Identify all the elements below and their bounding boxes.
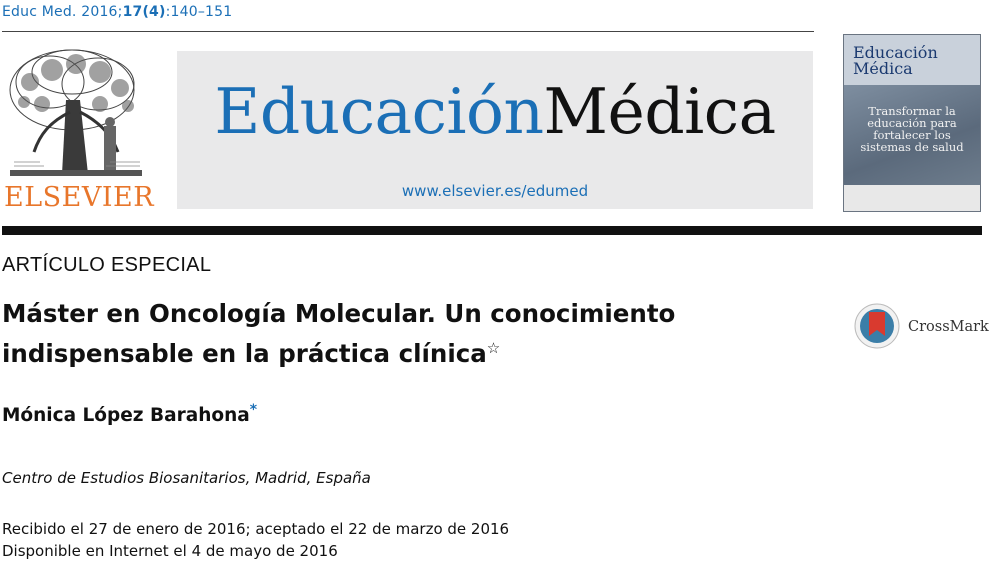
article-dates (2, 518, 509, 562)
author-name[interactable]: Mónica López Barahona (2, 405, 250, 427)
citation-volume-issue: 17(4) (122, 4, 166, 20)
cover-headline: Transformar la educación para fortalecer los sistemas de salud (860, 104, 964, 154)
cover-title-line1: Educación (853, 43, 938, 62)
crossmark-label: CrossMark (908, 319, 989, 335)
citation-pages: :140–151 (165, 4, 233, 20)
article-title-text: Máster en Oncología Molecular. Un conocimiento indispensable en la práctica clínica (2, 299, 676, 369)
journal-url-link[interactable]: www.elsevier.es/edumed (401, 182, 589, 200)
author-affiliation: Centro de Estudios Biosanitarios, Madrid, España (2, 469, 371, 487)
received-accepted-dates: Recibido el 27 de enero de 2016; aceptado el 22 de marzo de 2016 (2, 520, 510, 538)
journal-cover-thumbnail[interactable] (843, 34, 981, 212)
journal-title-part2: Médica (543, 75, 776, 148)
header-divider (2, 226, 982, 235)
citation-journal: Educ Med. 2016; (2, 4, 123, 20)
crossmark-badge[interactable] (852, 302, 989, 350)
cover-title (853, 45, 938, 77)
article-title (2, 297, 822, 371)
journal-banner (177, 51, 813, 209)
elsevier-logo-text: ELSEVIER (4, 182, 155, 213)
top-divider (2, 31, 814, 32)
cover-footer (844, 185, 980, 211)
article-type-label: ARTÍCULO ESPECIAL (2, 254, 212, 276)
title-footnote-star-icon[interactable]: ☆ (486, 339, 501, 357)
author-line (2, 402, 257, 426)
available-online-date: Disponible en Internet el 4 de mayo de 2016 (2, 542, 338, 560)
crossmark-icon (852, 302, 902, 350)
corresponding-author-mark[interactable]: * (249, 402, 258, 418)
cover-title-line2: Médica (853, 59, 913, 78)
citation-line (2, 4, 232, 20)
journal-title (177, 75, 813, 148)
journal-title-part1: Educación (214, 75, 544, 148)
